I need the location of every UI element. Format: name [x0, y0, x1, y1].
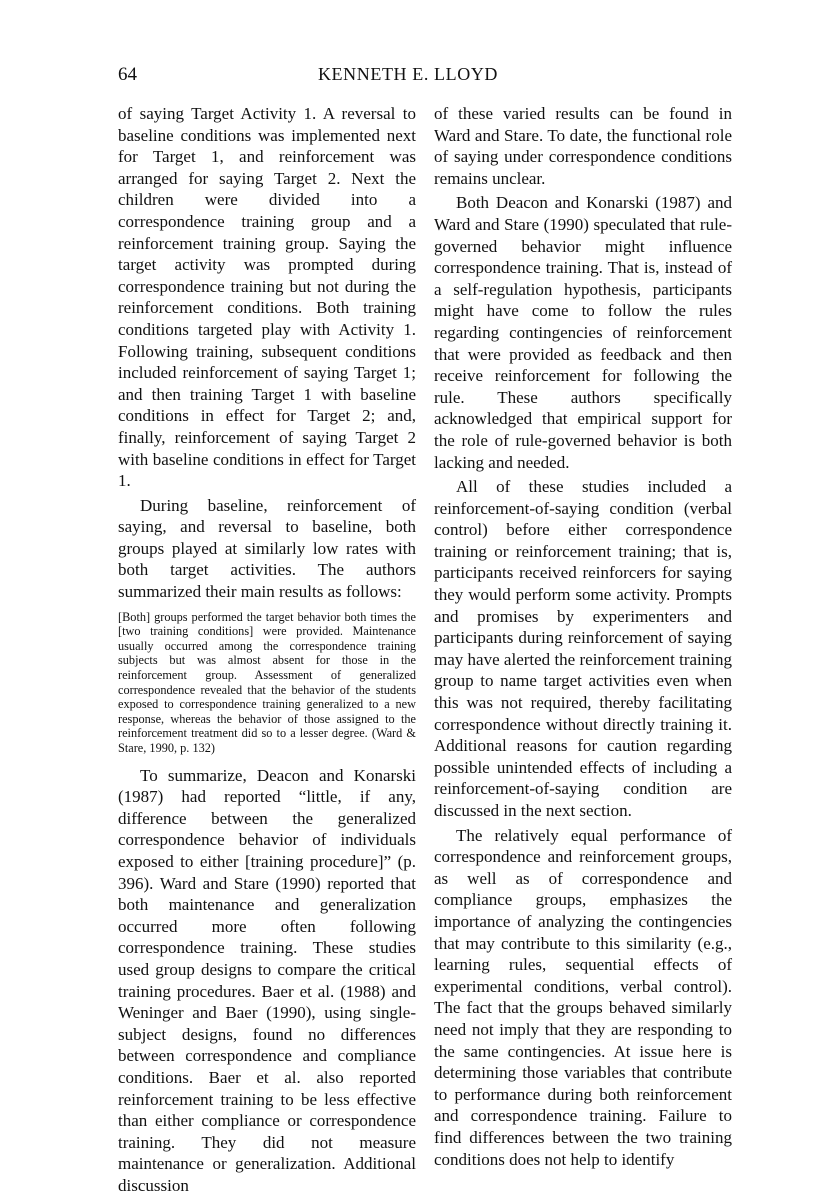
- running-head: KENNETH E. LLOYD: [317, 64, 499, 84]
- page-number: 64: [118, 64, 137, 85]
- paragraph: All of these studies included a reinforcement-of-saying condition (verbal control) before either correspondence training or reinforcement training; that is, participants received reinforcers for saying they would perform some activity. Prompts and promises by experimenters and participants during reinforcement of saying may have alerted the reinforcement training group to name target activities even when this was not required, thereby facilitating correspondence without directly training it. Additional reasons for caution regarding possible unintended effects of including a reinforcement-of-saying condition are discussed in the next section.: [434, 477, 732, 820]
- paragraph: To summarize, Deacon and Konarski (1987) had reported “little, if any, difference between the generalized correspondence behavior of individuals exposed to either [training procedure]” (p. 396). Ward and Stare (1990) reported that both maintenance and generalization occurred more often following correspondence training. These studies used group designs to compare the critical training procedures. Baer et al. (1988) and Weninger and Baer (1990), using single-subject designs, found no differences between correspondence and compliance conditions. Baer et al. also reported reinforcement training to be less effective than either compliance or correspondence training. They did not measure maintenance or generalization. Additional discussion: [118, 765, 416, 1195]
- paragraph: of saying Target Activity 1. A reversal to baseline conditions was implemented next for Target 1, and reinforcement was arranged for saying Target 2. Next the children were divided into a correspondence training group and a reinforcement training group. Saying the target activity was prompted during correspondence training but not during the reinforcement conditions. Both training conditions targeted play with Activity 1. Following training, subsequent conditions included reinforcement of saying Target 1; and then training Target 1 with baseline conditions in effect for Target 2; and, finally, reinforcement of saying Target 2 with baseline conditions in effect for Target 1.: [118, 104, 416, 491]
- right-column: [434, 103, 732, 1170]
- paragraph: Both Deacon and Konarski (1987) and Ward and Stare (1990) speculated that rule-governed behavior might influence correspondence training. That is, instead of a self-regulation hypothesis, participants might have come to follow the rules regarding contingencies of reinforcement that were provided as feedback and then receive reinforcement for following the rule. These authors specifically acknowledged that empirical support for the role of rule-governed behavior is both lacking and needed.: [434, 193, 732, 472]
- block-quote: [Both] groups performed the target behavior both times the [two training conditions] were provided. Maintenance usually occurred among the correspondence training subjects but was almost absent for those in the reinforcement group. Assessment of generalized correspondence revealed that the behavior of the students exposed to correspondence training generalized to a new response, whereas the behavior of those assigned to the reinforcement treatment did so to a lesser degree. (Ward & Stare, 1990, p. 132): [118, 609, 416, 755]
- paragraph: of these varied results can be found in Ward and Stare. To date, the functional role of saying under correspondence conditions remains unclear.: [434, 104, 732, 188]
- paragraph: During baseline, reinforcement of saying, and reversal to baseline, both groups played at similarly low rates with both target activities. The authors summarized their main results as follows:: [118, 495, 416, 602]
- paragraph: The relatively equal performance of correspondence and reinforcement groups, as well as of correspondence and compliance groups, emphasizes the importance of analyzing the contingencies that may contribute to this similarity (e.g., learning rules, sequential effects of experimental conditions, verbal control). The fact that the groups behaved similarly need not imply that they are responding to the same contingencies. At issue here is determining those variables that contribute to performance during both reinforcement and correspondence training. Failure to find differences between the two training conditions does not help to identify: [434, 825, 732, 1169]
- left-column: [118, 103, 416, 1196]
